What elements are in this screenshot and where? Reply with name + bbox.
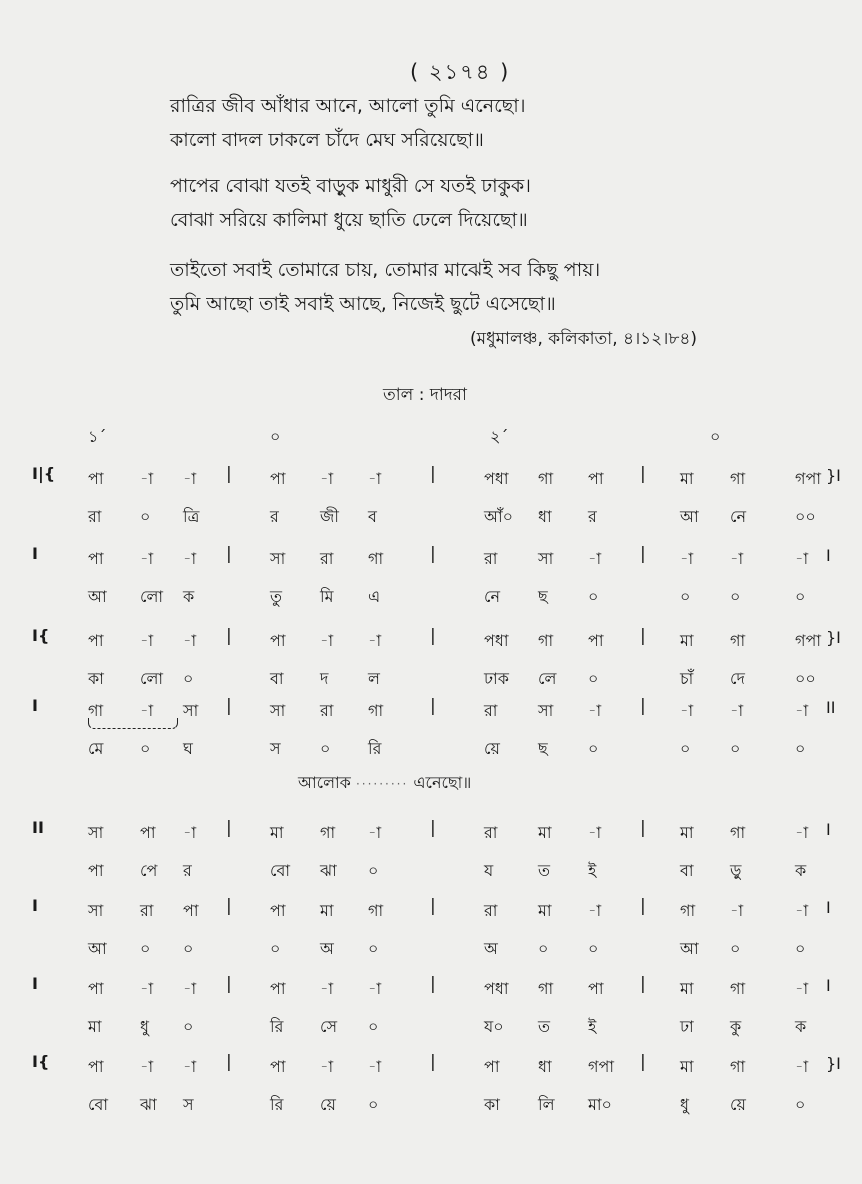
swara-note: পা: [270, 1057, 286, 1076]
swara-note: -া: [140, 701, 154, 720]
measure-bar: |: [640, 626, 646, 646]
swara-note: -া: [368, 469, 382, 488]
lyric-syllable: কু: [730, 1017, 742, 1036]
swara-note: সা: [183, 701, 199, 720]
lyric-syllable: মা: [88, 1017, 102, 1036]
lyric-syllable: লি: [538, 1095, 555, 1114]
swara-note: পধা: [484, 979, 509, 998]
lyric-syllable: ০: [270, 939, 281, 958]
lyric-syllable: ত্রি: [183, 507, 200, 526]
swara-note: গা: [368, 701, 384, 720]
swara-note: -া: [795, 901, 809, 920]
swara-note: পা: [88, 979, 104, 998]
swara-note: রা: [484, 823, 498, 842]
lyric-syllable: ০: [588, 587, 599, 606]
measure-bar: |: [640, 818, 646, 838]
lyric-syllable: ঝা: [140, 1095, 157, 1114]
lyric-syllable: ০: [680, 587, 691, 606]
lyric-syllable: র: [183, 861, 192, 880]
refrain-dots: ·········: [355, 777, 409, 791]
line-start-marker: I: [32, 544, 38, 563]
swara-note: মা: [680, 469, 694, 488]
measure-bar: |: [226, 896, 232, 916]
lyric-syllable: ধু: [140, 1017, 149, 1036]
swara-note: -া: [140, 469, 154, 488]
lyric-line: বোঝা সরিয়ে কালিমা ধুয়ে ছাতি ঢেলে দিয়েছো॥: [170, 209, 528, 231]
lyric-line: তাইতো সবাই তোমারে চায়, তোমার মাঝেই সব কিছু পায়।: [170, 259, 601, 281]
swara-note: মা: [680, 979, 694, 998]
line-end-marker: }I: [826, 466, 841, 485]
swara-note: ধা: [538, 1057, 552, 1076]
swara-note: পধা: [484, 469, 509, 488]
lyric-syllable: য: [484, 861, 494, 880]
measure-bar: |: [430, 896, 436, 916]
lyric-syllable: মা০: [588, 1095, 612, 1114]
lyric-syllable: ছ: [538, 587, 548, 606]
lyric-syllable: ছ: [538, 739, 548, 758]
swara-note: গা: [730, 631, 746, 650]
lyric-syllable: সে: [320, 1017, 338, 1036]
swara-note: -া: [320, 1057, 334, 1076]
swara-note: -া: [320, 979, 334, 998]
swara-note: গা: [88, 701, 104, 720]
song-number: ( ২১৭৪ ): [410, 60, 511, 84]
lyric-syllable: ০: [795, 1095, 806, 1114]
lyric-syllable: ধু: [680, 1095, 689, 1114]
swara-note: সা: [88, 901, 104, 920]
lyric-syllable: চাঁ: [680, 669, 694, 688]
lyric-syllable: কা: [484, 1095, 500, 1114]
lyric-line: তুমি আছো তাই সবাই আছে, নিজেই ছুটে এসেছো॥: [170, 293, 556, 315]
lyric-syllable: দ: [320, 669, 329, 688]
measure-bar: |: [226, 544, 232, 564]
measure-bar: |: [226, 1052, 232, 1072]
lyric-syllable: আ: [88, 939, 107, 958]
lyric-syllable: ০: [140, 739, 151, 758]
measure-bar: |: [640, 696, 646, 716]
swara-note: -া: [183, 469, 197, 488]
swara-note: গা: [368, 549, 384, 568]
lyric-syllable: ০: [183, 1017, 194, 1036]
swara-note: -া: [588, 701, 602, 720]
measure-bar: |: [430, 974, 436, 994]
lyric-syllable: ক: [183, 587, 195, 606]
swara-note: -া: [795, 823, 809, 842]
swara-note: -া: [795, 1057, 809, 1076]
lyric-syllable: মে: [88, 739, 104, 758]
swara-note: পা: [270, 901, 286, 920]
swara-note: গা: [538, 631, 554, 650]
lyric-syllable: ঢা: [680, 1017, 694, 1036]
swara-note: গা: [730, 823, 746, 842]
lyric-syllable: ত: [538, 861, 551, 880]
measure-bar: |: [226, 974, 232, 994]
swara-note: -া: [183, 549, 197, 568]
lyric-syllable: তু: [270, 587, 283, 606]
lyric-syllable: ০: [795, 587, 806, 606]
lyric-syllable: আঁ০: [484, 507, 514, 526]
measure-bar: |: [430, 818, 436, 838]
swara-note: গা: [680, 901, 696, 920]
measure-bar: |: [226, 464, 232, 484]
lyric-syllable: ০: [588, 939, 599, 958]
line-start-marker: I{: [32, 626, 50, 645]
swara-note: পা: [270, 631, 286, 650]
lyric-syllable: ০: [795, 739, 806, 758]
swara-note: পা: [270, 469, 286, 488]
swara-note: -া: [588, 823, 602, 842]
line-start-marker: I: [32, 974, 38, 993]
beat-mark: ০: [270, 427, 281, 446]
lyric-syllable: রি: [270, 1017, 284, 1036]
tala-heading: তাল : দাদরা: [383, 385, 467, 405]
refrain-start: আলোক: [298, 773, 351, 792]
swara-note: -া: [680, 549, 694, 568]
lyric-syllable: ধা: [538, 507, 552, 526]
lyric-syllable: ০: [140, 507, 151, 526]
measure-bar: |: [226, 696, 232, 716]
lyric-syllable: বো: [88, 1095, 109, 1114]
swara-note: -া: [795, 979, 809, 998]
lyric-syllable: বা: [680, 861, 694, 880]
lyric-syllable: ব: [368, 507, 377, 526]
lyric-syllable: আ: [680, 939, 699, 958]
measure-bar: |: [226, 626, 232, 646]
swara-note: গপা: [795, 469, 821, 488]
measure-bar: |: [640, 544, 646, 564]
lyric-syllable: ই: [588, 861, 597, 880]
lyric-syllable: য়ে: [484, 739, 500, 758]
lyric-syllable: লে: [538, 669, 557, 688]
swara-note: পা: [588, 979, 604, 998]
lyric-syllable: লো: [140, 669, 164, 688]
lyric-syllable: মি: [320, 587, 334, 606]
lyric-syllable: ০: [320, 739, 331, 758]
lyric-syllable: ০: [588, 739, 599, 758]
swara-note: গা: [538, 979, 554, 998]
swara-note: -া: [730, 549, 744, 568]
measure-bar: |: [640, 464, 646, 484]
swara-note: -া: [368, 979, 382, 998]
lyric-syllable: অ: [320, 939, 334, 958]
lyric-syllable: ০: [183, 939, 194, 958]
lyric-syllable: ০: [588, 669, 599, 688]
lyric-syllable: ০: [730, 587, 741, 606]
lyric-syllable: জী: [320, 507, 339, 526]
swara-note: -া: [730, 701, 744, 720]
swara-note: সা: [270, 549, 286, 568]
refrain-line: [298, 770, 471, 797]
meend-slur: [88, 718, 178, 729]
lyric-syllable: ০: [730, 939, 741, 958]
line-start-marker: I: [32, 896, 38, 915]
swara-note: পা: [88, 469, 104, 488]
swara-note: রা: [484, 701, 498, 720]
lyric-syllable: ক: [795, 861, 807, 880]
lyric-syllable: পা: [88, 861, 104, 880]
measure-bar: |: [430, 1052, 436, 1072]
lyric-syllable: ত: [538, 1017, 551, 1036]
measure-bar: |: [430, 464, 436, 484]
lyric-syllable: রি: [368, 739, 382, 758]
line-end-marker: I: [826, 820, 831, 839]
swara-note: সা: [538, 549, 554, 568]
line-end-marker: I: [826, 546, 831, 565]
swara-note: -া: [795, 549, 809, 568]
swara-note: -া: [368, 823, 382, 842]
swara-note: পা: [88, 1057, 104, 1076]
line-start-marker: I|{: [32, 464, 56, 483]
swara-note: গা: [368, 901, 384, 920]
measure-bar: |: [640, 974, 646, 994]
refrain-end: এনেছো॥: [413, 773, 472, 792]
lyric-syllable: নে: [484, 587, 501, 606]
swara-note: গা: [730, 1057, 746, 1076]
lyric-line: পাপের বোঝা যতই বাড়ুক মাধুরী সে যতই ঢাকুক।: [170, 175, 531, 197]
measure-bar: |: [430, 696, 436, 716]
lyric-syllable: বা: [270, 669, 284, 688]
lyric-syllable: বো: [270, 861, 291, 880]
lyric-line: রাত্রির জীব আঁধার আনে, আলো তুমি এনেছো।: [170, 95, 526, 117]
lyric-line: কালো বাদল ঢাকলে চাঁদে মেঘ সরিয়েছো॥: [170, 129, 484, 151]
beat-mark: ২´: [490, 427, 509, 446]
lyric-syllable: কা: [88, 669, 104, 688]
line-end-marker: I: [826, 898, 831, 917]
measure-bar: |: [640, 896, 646, 916]
swara-note: -া: [183, 1057, 197, 1076]
lyric-syllable: র: [270, 507, 279, 526]
swara-note: রা: [320, 549, 334, 568]
swara-note: পা: [484, 1057, 500, 1076]
source-citation: (মধুমালঞ্চ, কলিকাতা, ৪।১২।৮৪): [470, 329, 698, 349]
swara-note: মা: [680, 823, 694, 842]
lyric-syllable: ই: [588, 1017, 597, 1036]
beat-mark: ১´: [88, 427, 107, 446]
lyric-syllable: ড়ু: [730, 861, 742, 880]
measure-bar: |: [226, 818, 232, 838]
swara-note: -া: [140, 979, 154, 998]
lyric-syllable: ল: [368, 669, 380, 688]
lyric-syllable: স: [183, 1095, 194, 1114]
lyric-syllable: য০: [484, 1017, 504, 1036]
swara-note: পা: [588, 631, 604, 650]
lyric-syllable: অ: [484, 939, 498, 958]
swara-note: পা: [588, 469, 604, 488]
swara-note: মা: [680, 1057, 694, 1076]
swara-note: সা: [538, 701, 554, 720]
lyric-syllable: নে: [730, 507, 747, 526]
swara-note: -া: [368, 1057, 382, 1076]
swara-note: রা: [140, 901, 154, 920]
lyric-syllable: ০০: [795, 507, 816, 526]
lyric-syllable: ০: [368, 939, 379, 958]
lyric-syllable: দে: [730, 669, 745, 688]
lyric-syllable: ০০: [795, 669, 816, 688]
swara-note: -া: [140, 1057, 154, 1076]
lyric-syllable: ঝা: [320, 861, 337, 880]
swara-note: মা: [538, 823, 552, 842]
lyric-syllable: আ: [680, 507, 699, 526]
swara-note: গপা: [588, 1057, 614, 1076]
lyric-syllable: আ: [88, 587, 107, 606]
swara-note: -া: [183, 823, 197, 842]
swara-note: গা: [320, 823, 336, 842]
line-start-marker: I: [32, 696, 38, 715]
swara-note: -া: [368, 631, 382, 650]
lyric-syllable: রা: [88, 507, 102, 526]
lyric-syllable: ০: [140, 939, 151, 958]
swara-note: গা: [730, 469, 746, 488]
lyric-syllable: ০: [183, 669, 194, 688]
line-end-marker: }I: [826, 1054, 841, 1073]
swara-note: পা: [270, 979, 286, 998]
swara-note: গা: [538, 469, 554, 488]
lyric-syllable: রি: [270, 1095, 284, 1114]
lyric-syllable: এ: [368, 587, 381, 606]
lyric-syllable: য়ে: [730, 1095, 746, 1114]
line-end-marker: I: [826, 976, 831, 995]
beat-mark: ০: [710, 427, 721, 446]
swara-note: পা: [88, 549, 104, 568]
swara-note: -া: [795, 701, 809, 720]
swara-note: পা: [140, 823, 156, 842]
line-end-marker: II: [826, 698, 836, 717]
swara-note: সা: [88, 823, 104, 842]
lyric-syllable: ০: [795, 939, 806, 958]
measure-bar: |: [430, 626, 436, 646]
lyric-syllable: ঘ: [183, 739, 193, 758]
lyric-syllable: ০: [730, 739, 741, 758]
lyric-syllable: পে: [140, 861, 158, 880]
lyric-syllable: ০: [538, 939, 549, 958]
measure-bar: |: [640, 1052, 646, 1072]
swara-note: -া: [183, 979, 197, 998]
swara-note: গপা: [795, 631, 821, 650]
swara-note: সা: [270, 701, 286, 720]
line-start-marker: II: [32, 818, 44, 837]
swara-note: -া: [588, 901, 602, 920]
swara-note: পা: [183, 901, 199, 920]
lyric-syllable: স: [270, 739, 281, 758]
swara-note: রা: [484, 549, 498, 568]
swara-note: -া: [730, 901, 744, 920]
swara-note: রা: [320, 701, 334, 720]
lyric-syllable: ক: [795, 1017, 807, 1036]
lyric-syllable: ০: [680, 739, 691, 758]
swara-note: মা: [320, 901, 334, 920]
swara-note: মা: [270, 823, 284, 842]
swara-note: -া: [588, 549, 602, 568]
swara-note: -া: [320, 631, 334, 650]
swara-note: -া: [320, 469, 334, 488]
lyric-syllable: ঢাক: [484, 669, 509, 688]
swara-note: পা: [88, 631, 104, 650]
measure-bar: |: [430, 544, 436, 564]
swara-note: -া: [183, 631, 197, 650]
swara-note: -া: [140, 631, 154, 650]
lyric-syllable: ০: [368, 1017, 379, 1036]
lyric-syllable: র: [588, 507, 597, 526]
lyric-syllable: ০: [368, 1095, 379, 1114]
swara-note: মা: [680, 631, 694, 650]
line-start-marker: I{: [32, 1052, 50, 1071]
swara-note: গা: [730, 979, 746, 998]
swara-note: রা: [484, 901, 498, 920]
swara-note: -া: [140, 549, 154, 568]
line-end-marker: }I: [826, 628, 841, 647]
lyric-syllable: ০: [368, 861, 379, 880]
swara-note: পধা: [484, 631, 509, 650]
lyric-syllable: লো: [140, 587, 164, 606]
swara-note: -া: [680, 701, 694, 720]
lyric-syllable: য়ে: [320, 1095, 336, 1114]
swara-note: মা: [538, 901, 552, 920]
